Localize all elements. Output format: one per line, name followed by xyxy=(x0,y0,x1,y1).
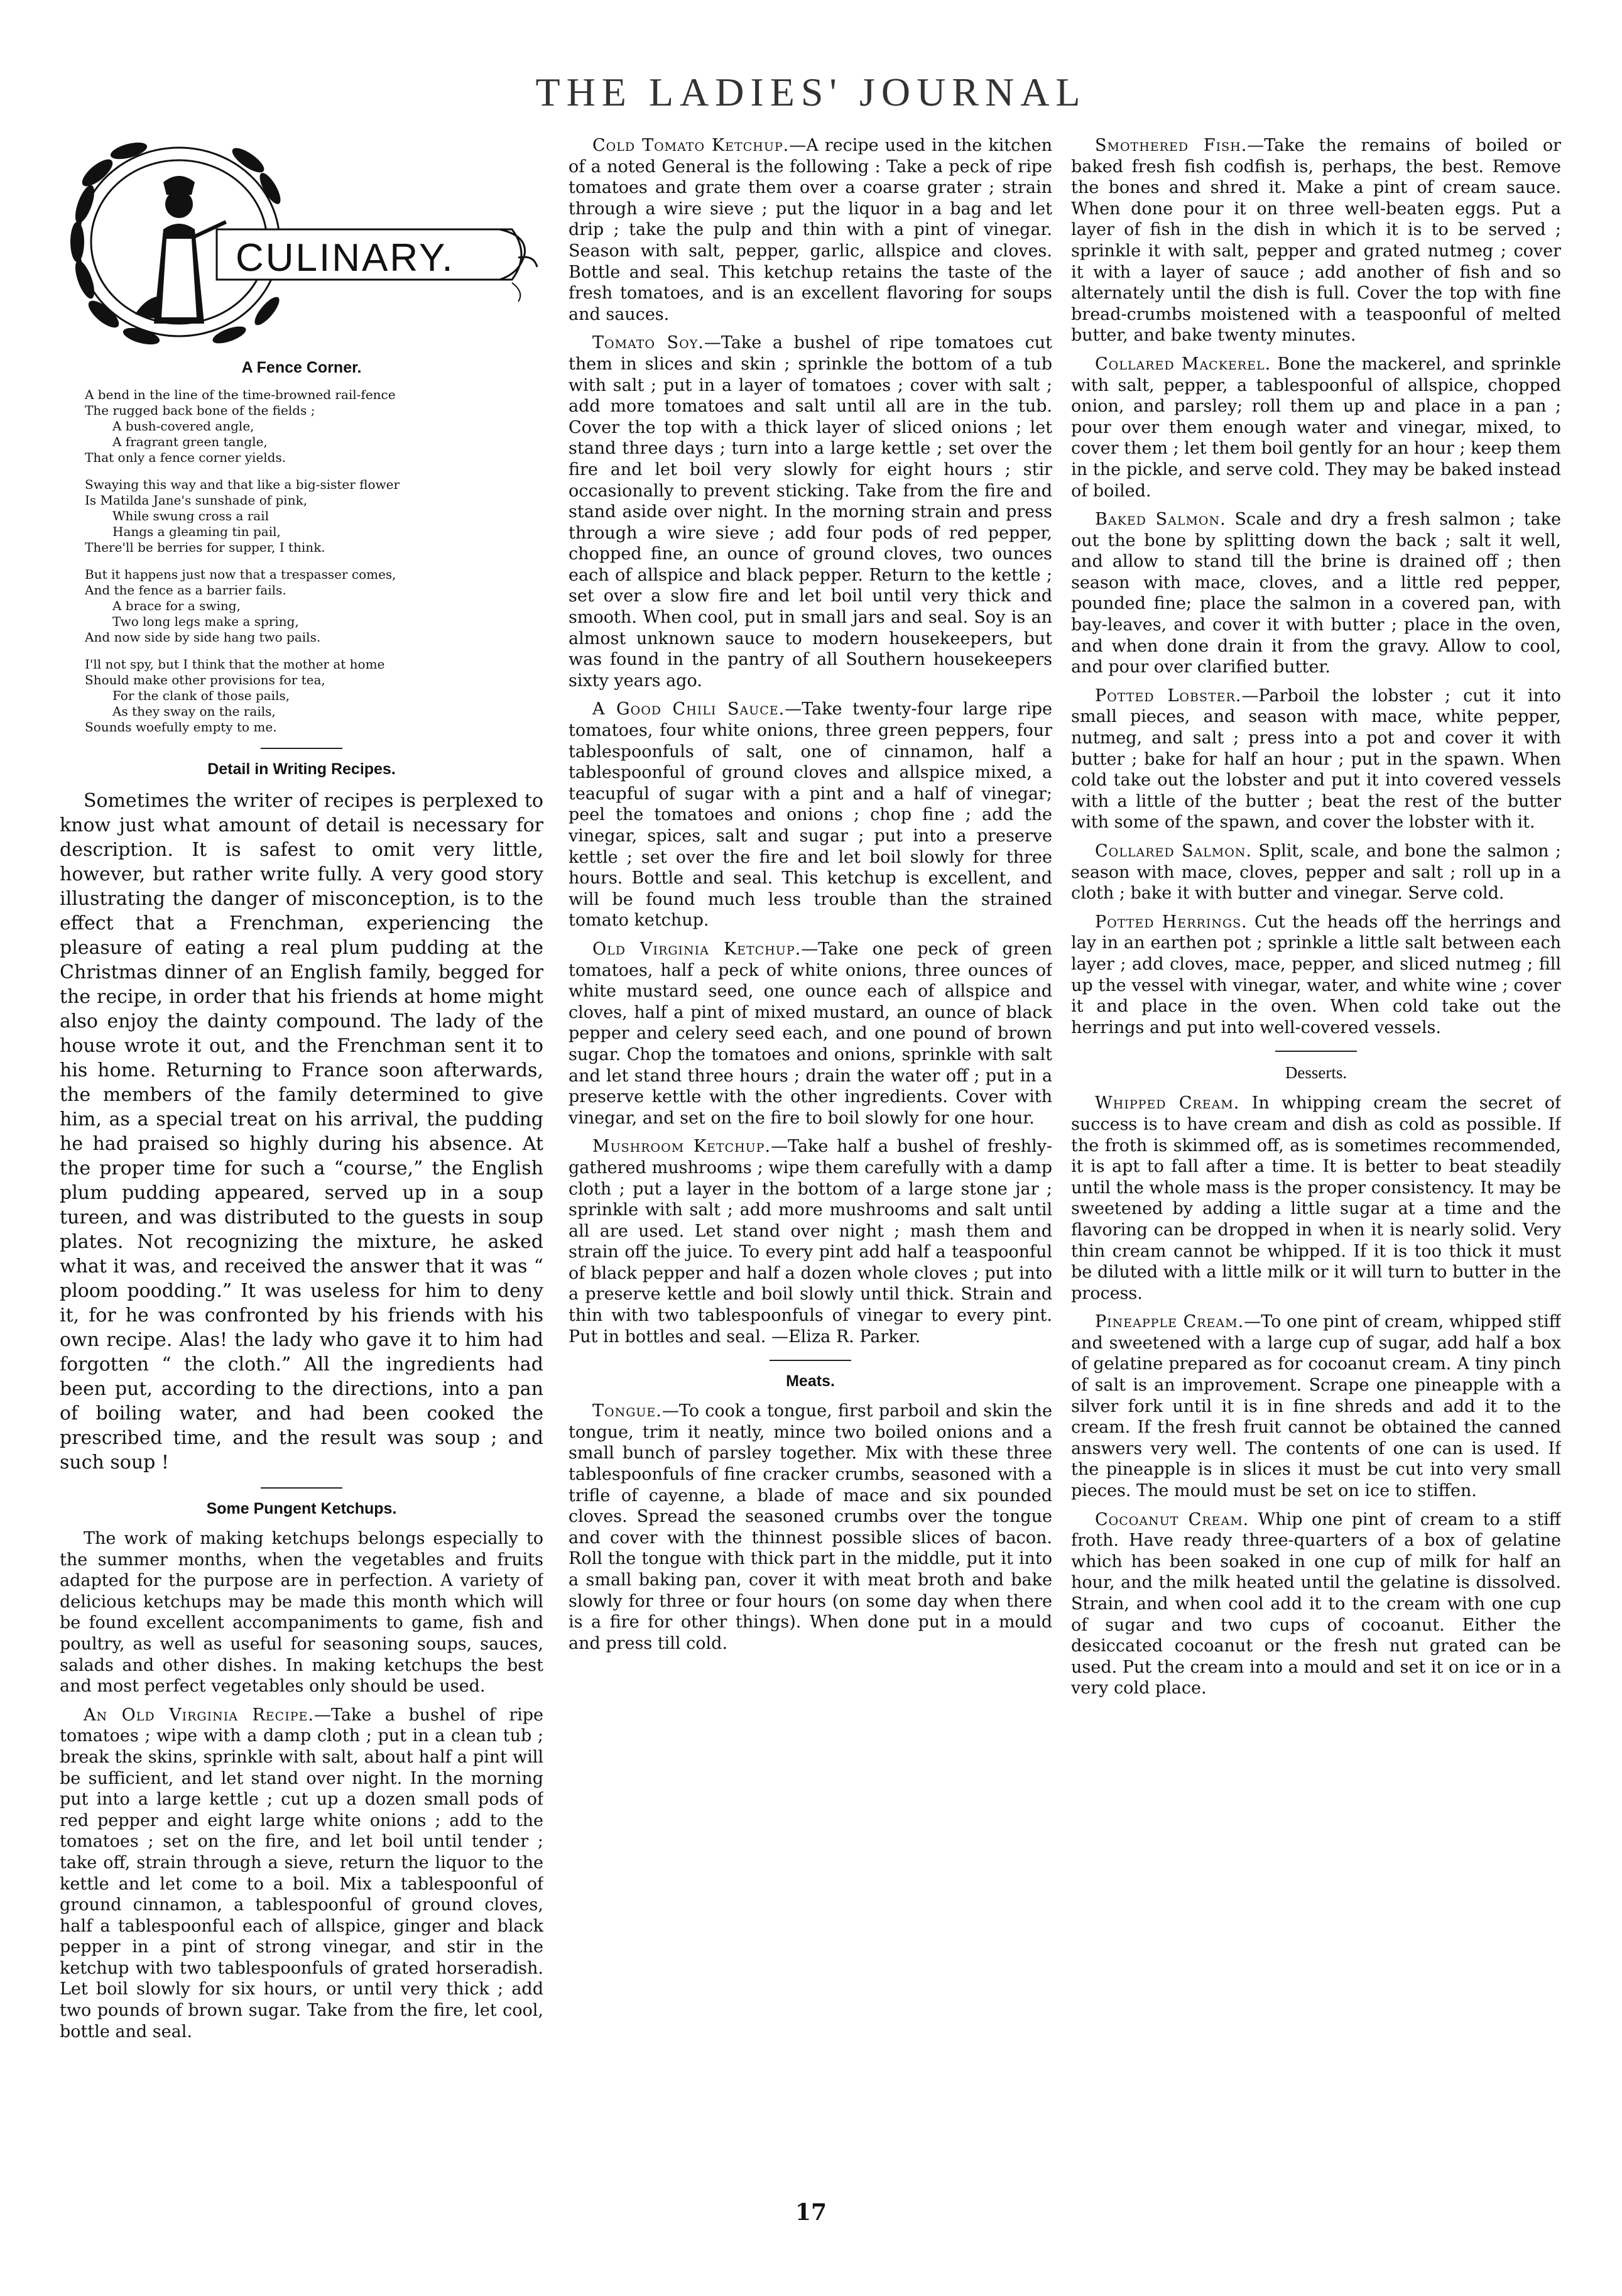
recipe-title: Cold Tomato Ketchup. xyxy=(592,136,790,155)
recipe-title: Pineapple Cream. xyxy=(1095,1312,1244,1332)
poem-line: I'll not spy, but I think that the mother at home xyxy=(85,657,385,672)
poem-line: And the fence as a barrier fails. xyxy=(85,582,286,598)
column-1 xyxy=(60,135,543,2050)
recipe-title: An Old Virginia Recipe. xyxy=(84,1705,314,1725)
ketchups-heading: Some Pungent Ketchups. xyxy=(206,1500,397,1517)
poem-line: Sounds woefully empty to me. xyxy=(85,719,277,735)
column-3 xyxy=(1071,135,1561,1707)
poem-line: That only a fence corner yields. xyxy=(85,450,286,465)
detail-paragraph: Sometimes the writer of recipes is perplexed to know just what amount of detail is necessary for description. It is safest to omit very little, however, but rather write fully. A very good story illustrating the danger of misconception, is to the effect that a Frenchman, experiencing the pleasure of eating a real plum pudding at the Christmas dinner of an English family, begged for the recipe, in order that his friends at home might also enjoy the dainty compound. The lady of the house wrote it out, and the Frenchman sent it to his home. Returning to France soon afterwards, the members of the family determined to give him, as a special treat on his arrival, the pudding he had praised so highly during his absence. At the proper time for such a “course,” the English plum pudding appeared, served up in a soup tureen, and was distributed to the guests in soup plates. Not recognizing the mixture, he asked what it was, and received the answer that it was “ ploom poodding.” It was useless for him to deny it, for he was confronted by his friends with his own recipe. Alas! the lady who gave it to him had forgotten “ the cloth.” All the ingredients had been put, according to the directions, into a pan of boiling water, and had been cooked the prescribed time, and the result was soup ; and such soup ! xyxy=(60,790,543,1473)
recipe-tomato-soy xyxy=(569,332,1052,691)
recipe-text: —To cook a tongue, first parboil and skin the tongue, trim it neatly, mince two boiled onions and a small bunch of parsley together. Mix with these three tablespoonfuls of fine cracker crumbs, seasoned with a trifle of cayenne, a blade of mace and six pounded cloves. Spread the seasoned crumbs over the tongue and cover with the thinnest possible slices of bacon. Roll the tongue with thick part in the middle, put it into a small baking pan, cover it with meat broth and bake slowly for three or four hours (on some day when there is a fire for other things). When done put in a mould and press till cold. xyxy=(569,1401,1052,1653)
recipe-collared-salmon xyxy=(1071,841,1561,904)
poem-line: Should make other provisions for tea, xyxy=(85,672,325,687)
recipe-title: Mushroom Ketchup. xyxy=(592,1137,771,1157)
recipe-title: Old Virginia Ketchup. xyxy=(592,939,802,959)
recipe-whipped-cream xyxy=(1071,1093,1561,1304)
recipe-title: Potted Lobster. xyxy=(1095,686,1242,706)
poem-line: Is Matilda Jane's sunshade of pink, xyxy=(85,493,308,508)
running-title: THE LADIES' JOURNAL xyxy=(535,70,1087,114)
poem-line: A fragrant green tangle, xyxy=(112,434,268,449)
recipe-title: Potted Herrings. xyxy=(1095,912,1248,932)
recipe-title: Tongue. xyxy=(592,1401,662,1421)
recipe-title: Whipped Cream. xyxy=(1095,1093,1240,1113)
divider xyxy=(770,1360,851,1361)
poem-line: While swung cross a rail xyxy=(112,508,269,523)
recipe-mushroom xyxy=(569,1136,1052,1347)
page-number: 17 xyxy=(795,2199,827,2226)
recipe-text: Whip one pint of cream to a stiff froth. Have ready three-quarters of a box of gelatine which has been soaked in one cup of milk for half an hour, and the milk heated until the gelatine is dissolved. Strain, and when cool add it to the cream with one cup of sugar and two cups of cocoanut. Either the desiccated cocoanut or the fresh nut grated can be used. Put the cream into a mould and set it on ice or in a very cold place. xyxy=(1071,1509,1561,1698)
column-2 xyxy=(569,135,1052,1661)
divider xyxy=(1275,1051,1357,1052)
detail-heading: Detail in Writing Recipes. xyxy=(207,760,396,778)
recipe-text: —To one pint of cream, whipped stiff and sweetened with a large cup of sugar, add half a box of gelatine prepared as for cocoanut cream. A tiny pinch of salt is an improvement. Scrape one pineapple with a silver fork until it is in fine shreds and add it to the cream. If the fresh fruit cannot be obtained the canned answers very well. The contents of one can is used. If the pineapple is in slices it must be cut into very small pieces. The mould must be set on ice to stiffen. xyxy=(1071,1312,1561,1501)
recipe-title: Cocoanut Cream. xyxy=(1095,1509,1249,1529)
recipe-text: Cut the heads off the herrings and lay in an earthen pot ; sprinkle a little salt between each layer ; add cloves, mace, pepper, and sliced nutmeg ; fill up the vessel with vinegar, water, and white wine ; cover it and place in the oven. When cold take out the herrings and put into well-covered vessels. xyxy=(1071,912,1561,1037)
recipe-baked-salmon xyxy=(1071,509,1561,678)
recipe-text: —Take twenty-four large ripe tomatoes, four white onions, three green peppers, four tablespoonfuls of salt, one of cinnamon, half a tablespoonful of ground cloves and allspice mixed, a teacupful of sugar with a pint and a half of vinegar; peel the tomatoes and onions ; chop fine ; add the vinegar, spices, salt and sugar ; put into a preserve kettle ; set over the fire and let boil slowly for three hours. Bottle and seal. This ketchup is excellent, and will be found much less trouble than the strained tomato ketchup. xyxy=(569,699,1052,931)
recipe-title: Tomato Soy. xyxy=(592,333,704,353)
recipe-title: A Good Chili Sauce. xyxy=(592,699,785,719)
recipe-collared-mackerel xyxy=(1071,354,1561,501)
recipe-potted-lobster xyxy=(1071,686,1561,833)
recipe-text: Scale and dry a fresh salmon ; take out the bone by splitting down the back ; salt it well, and allow to stand till the brine is drained off ; then season with mace, cloves, and a little red pepper, pounded fine; place the salmon in a covered pan, with bay-leaves, and cover it with butter ; place in the oven, and when done drain it from the gravy. Allow to cool, and pour over clarified butter. xyxy=(1071,510,1561,677)
recipe-title: Smothered Fish. xyxy=(1095,136,1248,155)
poem-line: But it happens just now that a trespasser comes, xyxy=(85,567,396,582)
poem-stanza xyxy=(85,567,543,645)
poem-line: A bend in the line of the time-browned rail-fence xyxy=(85,387,396,402)
recipe-text: —Take one peck of green tomatoes, half a peck of white onions, three ounces of white mustard seed, one ounce each of allspice and cloves, half a pint of mixed mustard, an ounce of black pepper and celery seed each, and one pound of brown sugar. Chop the tomatoes and onions, sprinkle with salt and let stand three hours ; drain the water off ; put in a preserve kettle with the other ingredients. Cover with vinegar, and set on the fire to boil slowly for one hour. xyxy=(569,939,1052,1128)
recipe-text: —Take a bushel of ripe tomatoes ; wipe with a damp cloth ; put in a clean tub ; break the skins, sprinkle with salt, about half a pint will be sufficient, and let stand over night. In the morning put into a large kettle ; cut up a dozen small pods of red pepper and eight large white onions ; add to the tomatoes ; set on the fire, and let boil until tender ; take off, strain through a sieve, return the liquor to the kettle and let come to a boil. Mix a tablespoonful of ground cinnamon, a tablespoonful of ground cloves, half a tablespoonful each of allspice, ginger and black pepper in a pint of strong vinegar, and stir in the ketchup with two tablespoonfuls of grated horseradish. Let boil slowly for six hours, or until very thick ; add two pounds of brown sugar. Take from the fire, let cool, bottle and seal. xyxy=(60,1705,543,2042)
recipe-pineapple-cream xyxy=(1071,1311,1561,1501)
poem-line: A bush-covered angle, xyxy=(112,418,254,434)
meats-heading: Meats. xyxy=(786,1372,835,1391)
poem-title: A Fence Corner. xyxy=(241,359,362,376)
recipe-cocoanut-cream xyxy=(1071,1509,1561,1699)
recipe-title: Collared Salmon. xyxy=(1095,841,1253,861)
recipe-text: —Take half a bushel of freshly-gathered mushrooms ; wipe them carefully with a damp cloth ; put a layer in the bottom of a large stone jar ; sprinkle with salt ; add more mushrooms and salt until all are used. Let stand over night ; mash them and strain off the juice. To every pint add half a teaspoonful of black pepper and half a dozen whole cloves ; put into a preserve kettle and boil slowly until thick. Strain and thin with two tablespoonfuls of vinegar to every pint. Put in bottles and seal. —Eliza R. Parker. xyxy=(569,1137,1052,1347)
banner-title: CULINARY. xyxy=(236,236,455,280)
poem-stanza xyxy=(85,477,543,555)
poem-stanza xyxy=(85,657,543,735)
recipe-tongue xyxy=(569,1401,1052,1654)
poem-line: Swaying this way and that like a big-sister flower xyxy=(85,477,400,492)
ketchups-intro: The work of making ketchups belongs especially to the summer months, when the vegetables and fruits adapted for the purpose are in perfection. A variety of delicious ketchups may be made this month which will be found excellent accompaniments to game, fish and poultry, as well as useful for seasoning soups, sauces, salads and other dishes. In making ketchups the best and most perfect vegetables only should be used. xyxy=(60,1529,543,1697)
recipe-potted-herrings xyxy=(1071,912,1561,1039)
recipe-text: In whipping cream the secret of success is to have cream and dish as cold as possible. If the froth is skimmed off, as is sometimes recommended, it is apt to fall after a time. It is better to beat steadily until the whole mass is the proper consistency. It may be sweetened by adding a little sugar at a time and the flavoring can be dropped in when it is nearly solid. Very thin cream cannot be whipped. If it is too thick it must be diluted with a little milk or it will turn to butter in the process. xyxy=(1071,1093,1561,1303)
recipe-text: Split, scale, and bone the salmon ; season with mace, cloves, pepper and salt ; roll up in a cloth ; bake it with butter and vinegar. Serve cold. xyxy=(1071,841,1561,904)
poem-line: A brace for a swing, xyxy=(112,598,241,613)
recipe-text: —Take a bushel of ripe tomatoes cut them in slices and skin ; sprinkle the bottom of a tub with salt ; put in a layer of tomatoes ; cover with salt ; add more tomatoes and salt until all are in the tub. Cover the top with a thick layer of sliced onions ; let stand three days ; turn into a large kettle ; set over the fire and let boil very slowly for eight hours ; stir occasionally to prevent sticking. Take from the fire and stand aside over night. In the morning strain and press through a wire sieve ; add four pods of red pepper, chopped fine, an ounce of ground cloves, two ounces each of allspice and black pepper. Return to the kettle ; set over a slow fire and let boil until very thick and smooth. When cool, put in small jars and seal. Soy is an almost unknown sauce to modern housekeepers, but was found in the pantry of all Southern housekeepers sixty years ago. xyxy=(569,333,1052,691)
recipe-text: —A recipe used in the kitchen of a noted General is the following : Take a peck of ripe tomatoes and grate them over a coarse grater ; strain through a wire sieve ; put the liquor in a bag and let drip ; take the pulp and thin with a pint of vinegar. Season with salt, pepper, garlic, allspice and cloves. Bottle and seal. This ketchup retains the taste of the fresh tomatoes, and is an excellent flavoring for soups and sauces. xyxy=(569,136,1052,324)
recipe-old-virginia-ketchup xyxy=(569,939,1052,1129)
poem-line: Hangs a gleaming tin pail, xyxy=(112,524,281,539)
recipe-title: Baked Salmon. xyxy=(1095,510,1226,530)
poem-line: As they sway on the rails, xyxy=(112,704,276,719)
poem-line: There'll be berries for supper, I think. xyxy=(85,540,325,555)
desserts-heading: Desserts. xyxy=(1285,1063,1347,1083)
poem xyxy=(85,387,543,735)
poem-line: For the clank of those pails, xyxy=(112,688,290,703)
poem-line: And now side by side hang two pails. xyxy=(85,630,321,645)
divider xyxy=(261,1487,342,1489)
recipe-text: —Take the remains of boiled or baked fresh fish codfish is, perhaps, the best. Remove the bones and shred it. Make a pint of cream sauce. When done pour it on three well-beaten eggs. Put a layer of fish in the dish in which it is to be served ; sprinkle it with salt, pepper and grated nutmeg ; cover it with a layer of sauce ; add another of fish and so alternately until the dish is full. Cover the top with fine bread-crumbs moistened with a teaspoonful of melted butter, and bake twenty minutes. xyxy=(1071,136,1561,346)
culinary-banner xyxy=(60,135,543,349)
recipe-cold-tomato xyxy=(569,135,1052,325)
recipe-chili-sauce xyxy=(569,699,1052,931)
recipe-text: —Parboil the lobster ; cut it into small pieces, and season with mace, white pepper, nutmeg, and salt ; press into a pot and cover it with butter ; bake for half an hour ; put in the spawn. When cold take out the lobster and put it into covered vessels with a little of the butter ; beat the rest of the butter with some of the spawn, and cover the lobster with it. xyxy=(1071,686,1561,833)
recipe-old-virginia xyxy=(60,1705,543,2043)
poem-line: Two long legs make a spring, xyxy=(112,614,299,629)
divider xyxy=(261,748,342,749)
recipe-text: Bone the mackerel, and sprinkle with salt, pepper, a tablespoonful of allspice, chopped onion, and parsley; roll them up and place in a pan ; pour over them enough water and vinegar, mixed, to cover them ; let them boil gently for an hour ; keep them in the pickle, and serve cold. They may be baked instead of boiled. xyxy=(1071,354,1561,501)
recipe-title: Collared Mackerel. xyxy=(1095,354,1271,374)
poem-stanza xyxy=(85,387,543,466)
recipe-smothered-fish xyxy=(1071,135,1561,346)
poem-line: The rugged back bone of the fields ; xyxy=(85,403,315,418)
